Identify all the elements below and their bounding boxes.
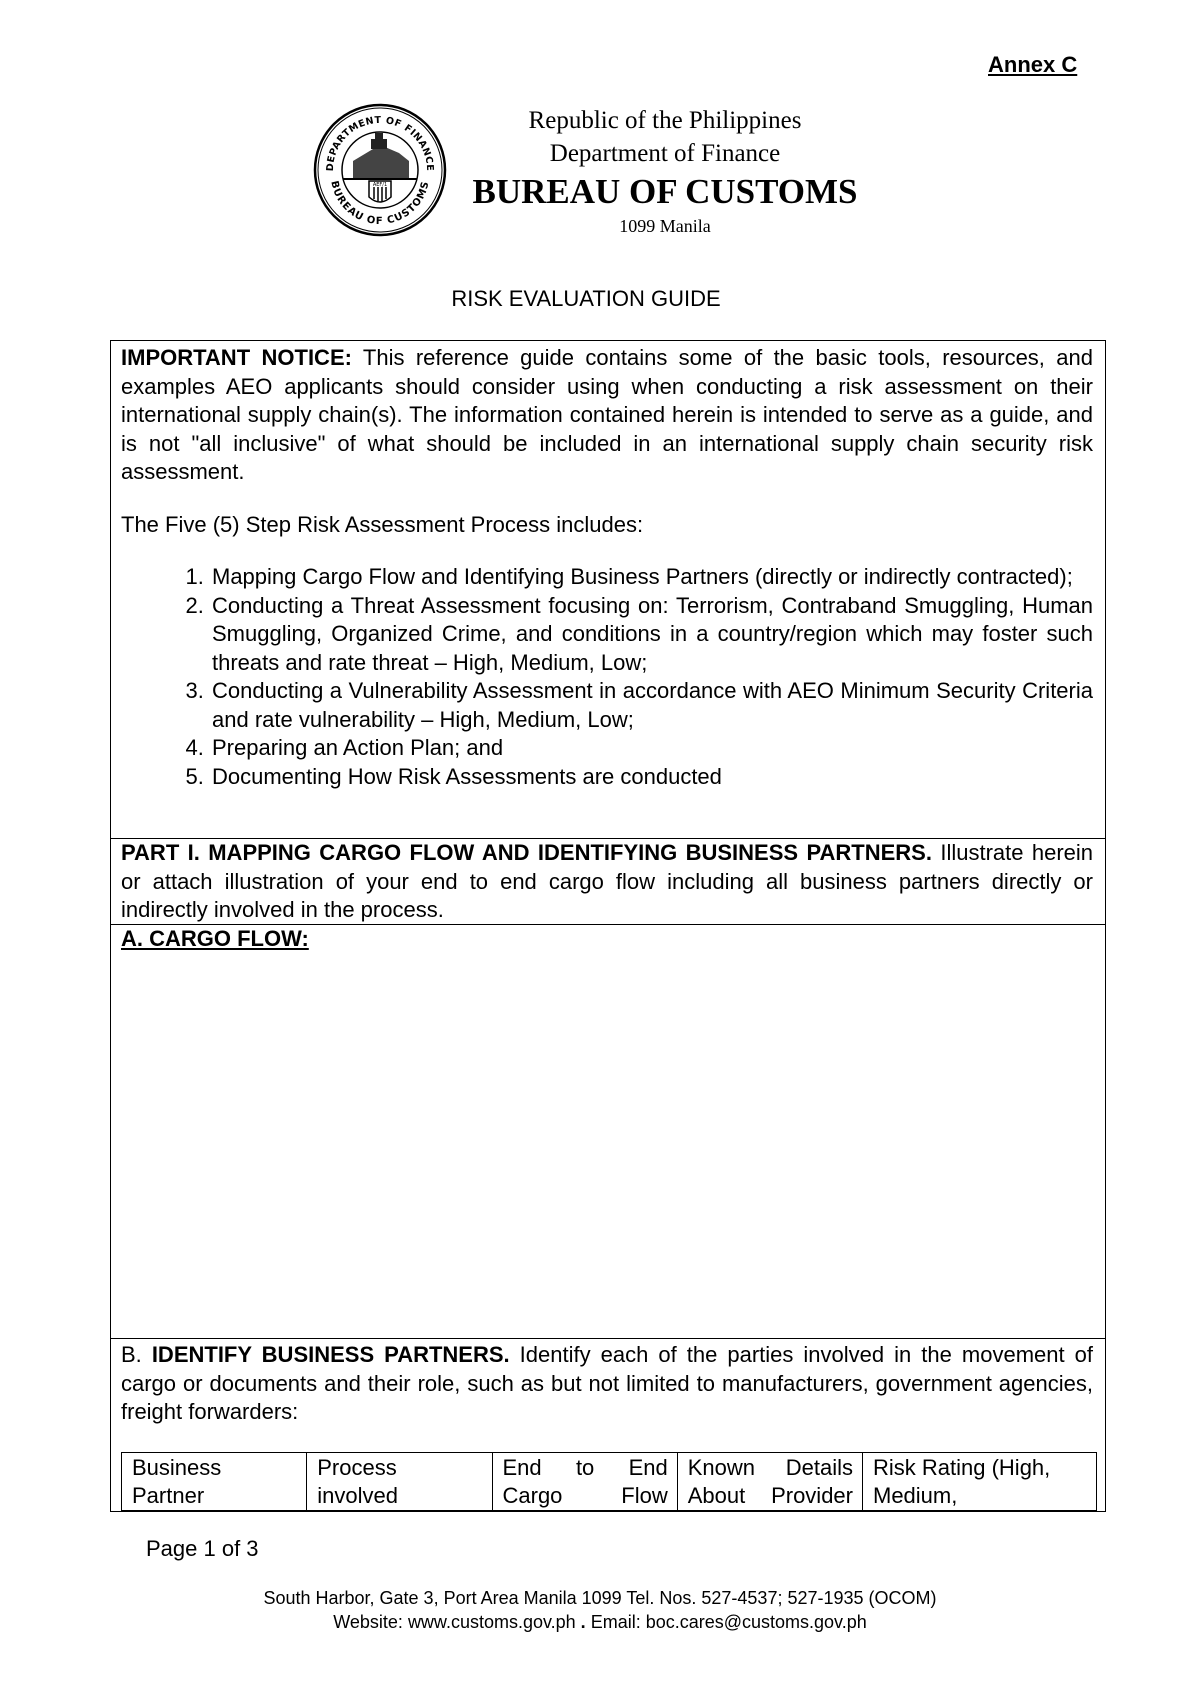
part1-heading: PART I. MAPPING CARGO FLOW AND IDENTIFYING BUSINESS PARTNERS.: [121, 840, 932, 865]
cargo-flow-label: A. CARGO FLOW:: [121, 926, 309, 951]
cargo-flow-section[interactable]: [111, 925, 1105, 954]
column-header: Business Partner: [122, 1453, 307, 1511]
email-link[interactable]: boc.cares@customs.gov.ph: [645, 1612, 867, 1632]
part1-text: Illustrate herein or attach illustration of your end to end cargo flow including all business partners directly or indirectly involved in the process.: [121, 840, 1094, 922]
guide-form: [110, 340, 1106, 1512]
step-item: 1. Mapping Cargo Flow and Identifying Business Partners (directly or indirectly contracted);: [210, 563, 1093, 592]
column-header: Risk Rating (High, Medium,: [863, 1453, 1097, 1511]
city-line: 1099 Manila: [619, 216, 711, 236]
footer-contact: Website: www.customs.gov.ph . Email: boc.cares@customs.gov.ph: [333, 1612, 867, 1632]
footer: [0, 1586, 1200, 1634]
step-item: 4. Preparing an Action Plan; and: [210, 734, 1093, 763]
business-partners-table: [121, 1452, 1097, 1511]
letterhead: [455, 104, 875, 238]
svg-text:DEPARTMENT OF FINANCE: DEPARTMENT OF FINANCE: [324, 114, 436, 172]
part1-section: [111, 839, 1105, 925]
svg-text:AEF/1: AEF/1: [372, 182, 388, 188]
step-item: 2. Conducting a Threat Assessment focusing on: Terrorism, Contraband Smuggling, Human Smuggling, Organized Crime, and conditions in a country/region which may foster such threats and rate threat – High, Medium, Low;: [210, 592, 1093, 678]
republic-line: Republic of the Philippines: [528, 107, 802, 134]
notice-lead: IMPORTANT NOTICE:: [121, 345, 352, 370]
partners-prefix: B.: [121, 1342, 152, 1367]
document-title: RISK EVALUATION GUIDE: [451, 286, 721, 311]
column-header: Known Details About Provider: [677, 1453, 862, 1511]
business-partners-section: [111, 1339, 1105, 1427]
department-line: Department of Finance: [549, 140, 781, 167]
step-item: 3. Conducting a Vulnerability Assessment in accordance with AEO Minimum Security Criteria and rate vulnerability – High, Medium, Low;: [210, 677, 1093, 734]
page-number: Page 1 of 3: [146, 1536, 259, 1561]
annex-label: Annex C: [988, 52, 1078, 77]
partners-heading: IDENTIFY BUSINESS PARTNERS.: [151, 1342, 510, 1367]
column-header: Process involved: [307, 1453, 492, 1511]
column-header: End to End Cargo Flow: [492, 1453, 677, 1511]
bureau-of-customs-seal: [313, 103, 447, 237]
svg-text:BUREAU OF CUSTOMS: BUREAU OF CUSTOMS: [328, 179, 432, 228]
footer-address: South Harbor, Gate 3, Port Area Manila 1099 Tel. Nos. 527-4537; 527-1935 (OCOM): [263, 1588, 937, 1608]
notice-text: This reference guide contains some of the basic tools, resources, and examples AEO applicants should consider using when conducting a risk assessment on their international supply chain(s). The information contained herein is intended to serve as a guide, and is not "all inclusive" of what should be included in an international supply chain security risk assessment.: [121, 345, 1093, 484]
steps-list: [121, 563, 1093, 791]
website-link[interactable]: www.customs.gov.ph: [407, 1612, 576, 1632]
important-notice: [111, 341, 1105, 791]
steps-intro: The Five (5) Step Risk Assessment Process includes:: [121, 511, 644, 537]
partners-text: Identify each of the parties involved in the movement of cargo or documents and their role, such as but not limited to manufacturers, government agencies, freight forwarders:: [121, 1342, 1093, 1424]
step-item: 5. Documenting How Risk Assessments are conducted: [210, 763, 1093, 792]
bureau-name: BUREAU OF CUSTOMS: [472, 172, 858, 211]
table-header-row: [122, 1453, 1097, 1511]
